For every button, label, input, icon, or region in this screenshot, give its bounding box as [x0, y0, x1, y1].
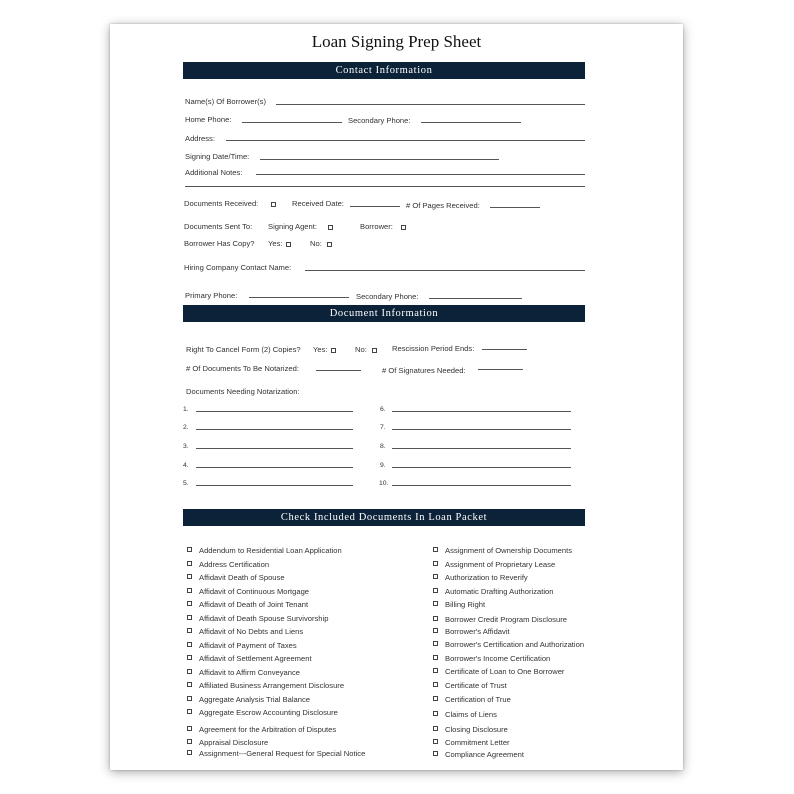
packet-item-checkbox[interactable] [187, 682, 192, 687]
packet-item-label: Aggregate Escrow Accounting Disclosure [199, 708, 338, 717]
notarize-line[interactable] [196, 429, 353, 430]
notarize-line[interactable] [392, 485, 571, 486]
notarize-line[interactable] [392, 448, 571, 449]
packet-item-label: Commitment Letter [445, 738, 510, 747]
packet-item-label: Address Certification [199, 560, 270, 569]
packet-item-label: Affidavit of Settlement Agreement [199, 654, 312, 663]
packet-item-label: Borrower's Income Certification [445, 654, 551, 663]
notarize-number: 5. [183, 480, 189, 487]
rtc-yes-label: Yes: [313, 345, 328, 354]
packet-item-label: Affiliated Business Arrangement Disclosure [199, 681, 345, 690]
notarize-number: 2. [183, 424, 189, 431]
borrower-has-copy-label: Borrower Has Copy? [184, 239, 255, 248]
documents-received-checkbox[interactable] [271, 202, 276, 207]
packet-item-checkbox[interactable] [187, 601, 192, 606]
hiring-company-label: Hiring Company Contact Name: [184, 263, 292, 272]
borrower-label: Borrower: [360, 222, 393, 231]
packet-item-label: Affidavit of No Debts and Liens [199, 627, 304, 636]
borrowers-label: Name(s) Of Borrower(s) [185, 97, 267, 106]
additional-notes-field-2[interactable] [185, 186, 585, 187]
packet-item-checkbox[interactable] [187, 574, 192, 579]
packet-item-checkbox[interactable] [433, 574, 438, 579]
packet-item-label: Affidavit of Continuous Mortgage [199, 587, 310, 596]
packet-item-checkbox[interactable] [187, 588, 192, 593]
packet-item-label: Addendum to Residential Loan Application [199, 546, 342, 555]
packet-item-label: Aggregate Analysis Trial Balance [199, 695, 311, 704]
packet-item-checkbox[interactable] [433, 641, 438, 646]
packet-item-checkbox[interactable] [187, 561, 192, 566]
packet-item-label: Closing Disclosure [445, 725, 508, 734]
copy-yes-checkbox[interactable] [286, 242, 291, 247]
packet-item-checkbox[interactable] [187, 628, 192, 633]
documents-received-label: Documents Received: [184, 199, 259, 208]
signing-datetime-field[interactable] [260, 159, 499, 160]
docs-needing-notarization-label: Documents Needing Notarization: [186, 387, 300, 396]
page-title: Loan Signing Prep Sheet [311, 32, 482, 51]
documents-sent-to-label: Documents Sent To: [184, 222, 253, 231]
packet-item-label: Assignment---General Request for Special Notice [199, 749, 366, 758]
borrower-checkbox[interactable] [401, 225, 406, 230]
address-field[interactable] [226, 140, 585, 141]
secondary-phone-field[interactable] [421, 122, 521, 123]
packet-item-label: Compliance Agreement [445, 750, 524, 759]
notarize-line[interactable] [392, 411, 571, 412]
notarize-number: 1. [183, 406, 189, 413]
notarize-number: 8. [380, 443, 386, 450]
packet-item-checkbox[interactable] [187, 726, 192, 731]
packet-item-checkbox[interactable] [433, 655, 438, 660]
rtc-no-label: No: [355, 345, 367, 354]
signatures-needed-label: # Of Signatures Needed: [382, 366, 466, 375]
packet-item-label: Borrower's Certification and Authorization [445, 640, 585, 649]
notarize-number: 7. [380, 424, 386, 431]
copy-no-checkbox[interactable] [327, 242, 332, 247]
packet-item-label: Appraisal Disclosure [199, 738, 269, 747]
packet-item-label: Certificate of Loan to One Borrower [445, 667, 565, 676]
signing-agent-checkbox[interactable] [328, 225, 333, 230]
packet-item-checkbox[interactable] [433, 628, 438, 633]
packet-item-checkbox[interactable] [433, 616, 438, 621]
packet-item-label: Automatic Drafting Authorization [445, 587, 554, 596]
borrowers-field[interactable] [276, 104, 585, 105]
pages-received-label: # Of Pages Received: [406, 201, 480, 210]
packet-item-checkbox[interactable] [433, 726, 438, 731]
packet-item-checkbox[interactable] [187, 655, 192, 660]
packet-item-checkbox[interactable] [187, 709, 192, 714]
packet-item-label: Borrower's Affidavit [445, 627, 510, 636]
rtc-yes-checkbox[interactable] [331, 348, 336, 353]
packet-item-label: Authorization to Reverify [445, 573, 528, 582]
packet-item-checkbox[interactable] [433, 561, 438, 566]
packet-item-checkbox[interactable] [187, 669, 192, 674]
rescission-ends-field[interactable] [482, 349, 527, 350]
packet-item-checkbox[interactable] [433, 711, 438, 716]
additional-notes-label: Additional Notes: [185, 168, 243, 177]
section-header-packet: Check Included Documents In Loan Packet [183, 509, 585, 526]
pages-received-field[interactable] [490, 207, 540, 208]
section-header-contact: Contact Information [183, 62, 585, 79]
copy-no-label: No: [310, 239, 322, 248]
received-date-field[interactable] [350, 206, 400, 207]
packet-item-checkbox[interactable] [433, 601, 438, 606]
signing-agent-label: Signing Agent: [268, 222, 317, 231]
right-to-cancel-label: Right To Cancel Form (2) Copies? [186, 345, 301, 354]
additional-notes-field[interactable] [256, 174, 585, 175]
section-header-document: Document Information [183, 305, 585, 322]
packet-item-checkbox[interactable] [187, 696, 192, 701]
packet-item-checkbox[interactable] [433, 696, 438, 701]
primary-phone-label: Primary Phone: [185, 291, 238, 300]
copy-yes-label: Yes: [268, 239, 283, 248]
packet-item-label: Affidavit to Affirm Conveyance [199, 668, 301, 677]
packet-item-label: Assignment of Proprietary Lease [445, 560, 556, 569]
packet-item-label: Affidavit of Payment of Taxes [199, 641, 297, 650]
secondary-phone-label: Secondary Phone: [348, 116, 411, 125]
rtc-no-checkbox[interactable] [372, 348, 377, 353]
packet-item-label: Assignment of Ownership Documents [445, 546, 573, 555]
packet-item-checkbox[interactable] [433, 682, 438, 687]
packet-item-label: Claims of Liens [445, 710, 497, 719]
notarize-number: 10. [379, 480, 389, 487]
rescission-ends-label: Rescission Period Ends: [392, 344, 475, 353]
secondary-phone-label-2: Secondary Phone: [356, 292, 419, 301]
packet-item-checkbox[interactable] [187, 750, 192, 755]
signatures-needed-field[interactable] [478, 369, 523, 370]
notarize-number: 3. [183, 443, 189, 450]
prep-sheet-page [110, 24, 683, 770]
home-phone-field[interactable] [242, 122, 342, 123]
packet-item-checkbox[interactable] [187, 739, 192, 744]
packet-item-checkbox[interactable] [433, 739, 438, 744]
hiring-company-field[interactable] [305, 270, 585, 271]
notarize-number: 4. [183, 462, 189, 469]
packet-item-checkbox[interactable] [433, 588, 438, 593]
notarize-line[interactable] [196, 448, 353, 449]
packet-item-checkbox[interactable] [433, 668, 438, 673]
notarize-line[interactable] [196, 485, 353, 486]
notarize-line[interactable] [392, 429, 571, 430]
address-label: Address: [185, 134, 215, 143]
received-date-label: Received Date: [292, 199, 344, 208]
notarize-line[interactable] [196, 411, 353, 412]
secondary-phone-field-2[interactable] [429, 298, 522, 299]
notarize-line[interactable] [392, 467, 571, 468]
primary-phone-field[interactable] [249, 297, 349, 298]
packet-item-checkbox[interactable] [187, 547, 192, 552]
packet-item-label: Billing Right [445, 600, 486, 609]
notarize-number: 6. [380, 406, 386, 413]
docs-to-notarize-label: # Of Documents To Be Notarized: [186, 364, 299, 373]
packet-item-checkbox[interactable] [433, 547, 438, 552]
packet-item-label: Borrower Credit Program Disclosure [445, 615, 567, 624]
packet-item-checkbox[interactable] [187, 615, 192, 620]
packet-item-checkbox[interactable] [187, 642, 192, 647]
notarize-number: 9. [380, 462, 386, 469]
docs-to-notarize-field[interactable] [316, 370, 361, 371]
packet-item-label: Certificate of Trust [445, 681, 507, 690]
signing-datetime-label: Signing Date/Time: [185, 152, 250, 161]
packet-item-label: Certification of True [445, 695, 511, 704]
home-phone-label: Home Phone: [185, 115, 232, 124]
packet-item-label: Agreement for the Arbitration of Disputes [199, 725, 337, 734]
packet-item-checkbox[interactable] [433, 751, 438, 756]
notarize-line[interactable] [196, 467, 353, 468]
packet-item-label: Affidavit of Death of Joint Tenant [199, 600, 309, 609]
packet-item-label: Affidavit Death of Spouse [199, 573, 285, 582]
packet-item-label: Affidavit of Death Spouse Survivorship [199, 614, 329, 623]
